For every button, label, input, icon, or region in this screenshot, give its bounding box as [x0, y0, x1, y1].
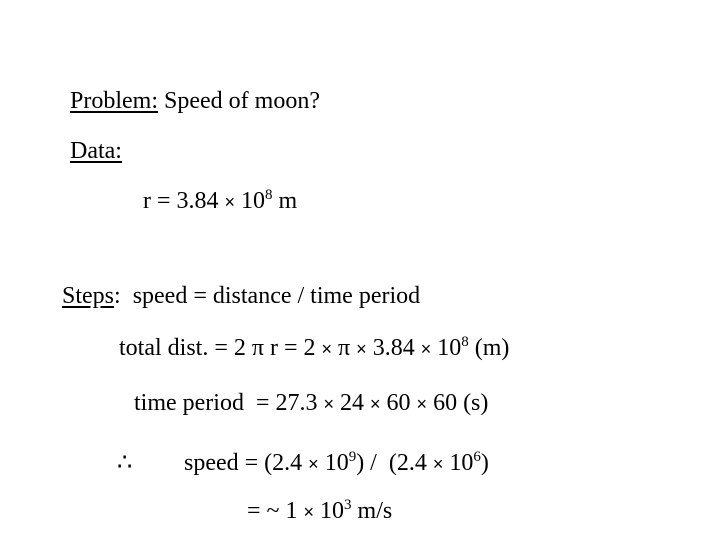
times-symbol: × — [303, 502, 315, 522]
problem-text: Speed of moon? — [158, 88, 320, 114]
times-symbol: × — [356, 339, 367, 359]
result-part: = ~ 1 — [247, 498, 304, 524]
speed-line — [184, 448, 489, 479]
speed-part: 10 — [443, 450, 474, 476]
total-distance-part: r = 2 — [264, 335, 322, 361]
speed-exponent: 9 — [348, 449, 357, 465]
speed-part: ) — [480, 450, 489, 476]
data-label: Data: — [70, 138, 122, 164]
result-line — [247, 496, 392, 527]
radius-unit: m — [272, 188, 298, 214]
speed-exponent: 6 — [473, 449, 481, 465]
time-period-part: 24 — [334, 390, 371, 416]
problem-label: Problem: — [70, 88, 158, 114]
total-distance-part: 3.84 — [366, 335, 421, 361]
data-line — [70, 136, 122, 166]
radius-prefix: r = 3.84 — [143, 188, 225, 214]
result-part: m/s — [351, 498, 393, 524]
problem-line — [70, 86, 320, 116]
times-symbol: × — [308, 454, 319, 474]
steps-text: speed = distance / time period — [120, 283, 421, 309]
total-distance-line — [119, 333, 509, 364]
radius-base: 10 — [235, 188, 266, 214]
times-symbol: × — [420, 339, 432, 359]
speed-part: 10 — [318, 450, 349, 476]
total-distance-part: (m) — [468, 335, 510, 361]
time-period-part: 60 (s) — [427, 390, 489, 416]
times-symbol: × — [370, 394, 381, 414]
result-exponent: 3 — [344, 497, 352, 513]
times-symbol: × — [323, 394, 335, 414]
time-period-part: 60 — [380, 390, 417, 416]
total-distance-part: total dist. = 2 — [119, 335, 252, 361]
times-symbol: × — [224, 192, 236, 212]
pi-symbol: π — [251, 335, 264, 361]
pi-symbol: π — [338, 335, 351, 361]
times-symbol: × — [432, 454, 444, 474]
result-part: 10 — [314, 498, 345, 524]
radius-line — [143, 186, 297, 217]
therefore-symbol: ∴ — [117, 450, 133, 476]
radius-exponent: 8 — [265, 187, 273, 203]
steps-colon: : — [114, 283, 121, 309]
total-distance-exponent: 8 — [461, 334, 469, 350]
time-period-line — [134, 388, 488, 419]
speed-part: speed = (2.4 — [184, 450, 309, 476]
times-symbol: × — [416, 394, 428, 414]
steps-label: Steps — [62, 283, 115, 309]
speed-part: ) / (2.4 — [356, 450, 433, 476]
time-period-part: time period = 27.3 — [134, 390, 324, 416]
steps-line — [62, 281, 420, 311]
times-symbol: × — [321, 339, 333, 359]
total-distance-part: 10 — [431, 335, 462, 361]
